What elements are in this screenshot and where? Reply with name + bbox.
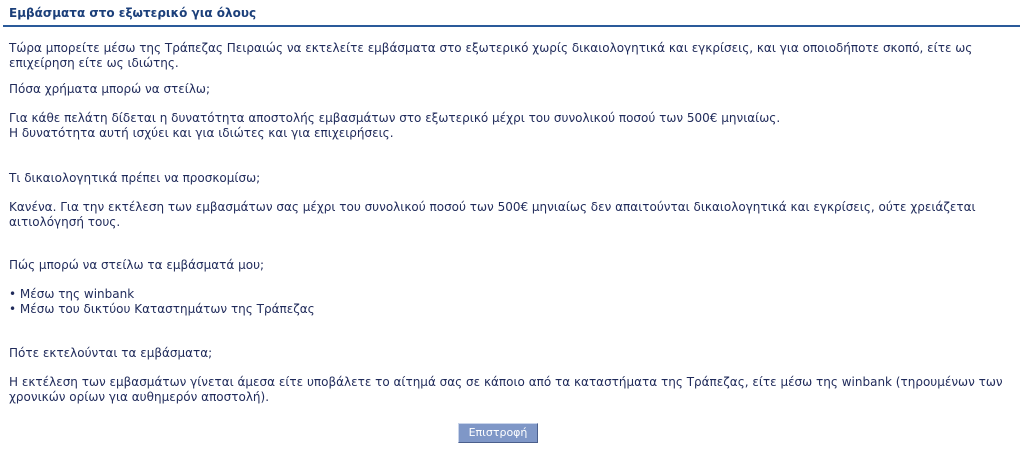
answer-documents [9,200,976,230]
list-item-winbank: • Μέσω της winbank [9,287,135,301]
answer-when-executed [9,375,1003,405]
intro-line-2: επιχείρηση είτε ως ιδιώτης. [9,56,179,70]
answer-how-much-line-1: Για κάθε πελάτη δίδεται η δυνατότητα αποστολής εμβασμάτων στο εξωτερικό μέχρι του συνολικού ποσού των 500€ μηνιαίως. [9,111,781,125]
list-item-branches: • Μέσω του δικτύου Καταστημάτων της Τράπεζας [9,302,315,316]
answer-documents-line-1: Κανένα. Για την εκτέλεση των εμβασμάτων σας μέχρι του συνολικού ποσού των 500€ μηνιαίως δεν απαιτούνται δικαιολογητικά και εγκρίσεις, ούτε χρειάζεται [9,200,976,214]
intro-line-1: Τώρα μπορείτε μέσω της Τράπεζας Πειραιώς να εκτελείτε εμβάσματα στο εξωτερικό χωρίς δικαιολογητικά και εγκρίσεις, και για οποιοδήποτε σκοπό, είτε ως [9,41,973,55]
title-divider [3,25,1020,27]
answer-when-line-1: Η εκτέλεση των εμβασμάτων γίνεται άμεσα είτε υποβάλετε το αίτημά σας σε κάποιο από τα καταστήματα της Τράπεζας, είτε μέσω της winbank (τηρουμένων των [9,375,1003,389]
question-documents: Τι δικαιολογητικά πρέπει να προσκομίσω; [9,171,261,185]
answer-when-line-2: χρονικών ορίων για αυθημερόν αποστολή). [9,390,270,404]
page-title: Εμβάσματα στο εξωτερικό για όλους [9,6,257,20]
question-how-much: Πόσα χρήματα μπορώ να στείλω; [9,82,211,96]
send-methods-list [9,287,315,317]
back-button[interactable]: Επιστροφή [458,423,538,443]
question-how-send: Πώς μπορώ να στείλω τα εμβάσματά μου; [9,258,265,272]
answer-how-much-line-2: Η δυνατότητα αυτή ισχύει και για ιδιώτες και για επιχειρήσεις. [9,126,394,140]
answer-documents-line-2: αιτιολόγησή τους. [9,215,121,229]
answer-how-much [9,111,780,141]
question-when-executed: Πότε εκτελούνται τα εμβάσματα; [9,346,213,360]
intro-paragraph [9,41,972,71]
